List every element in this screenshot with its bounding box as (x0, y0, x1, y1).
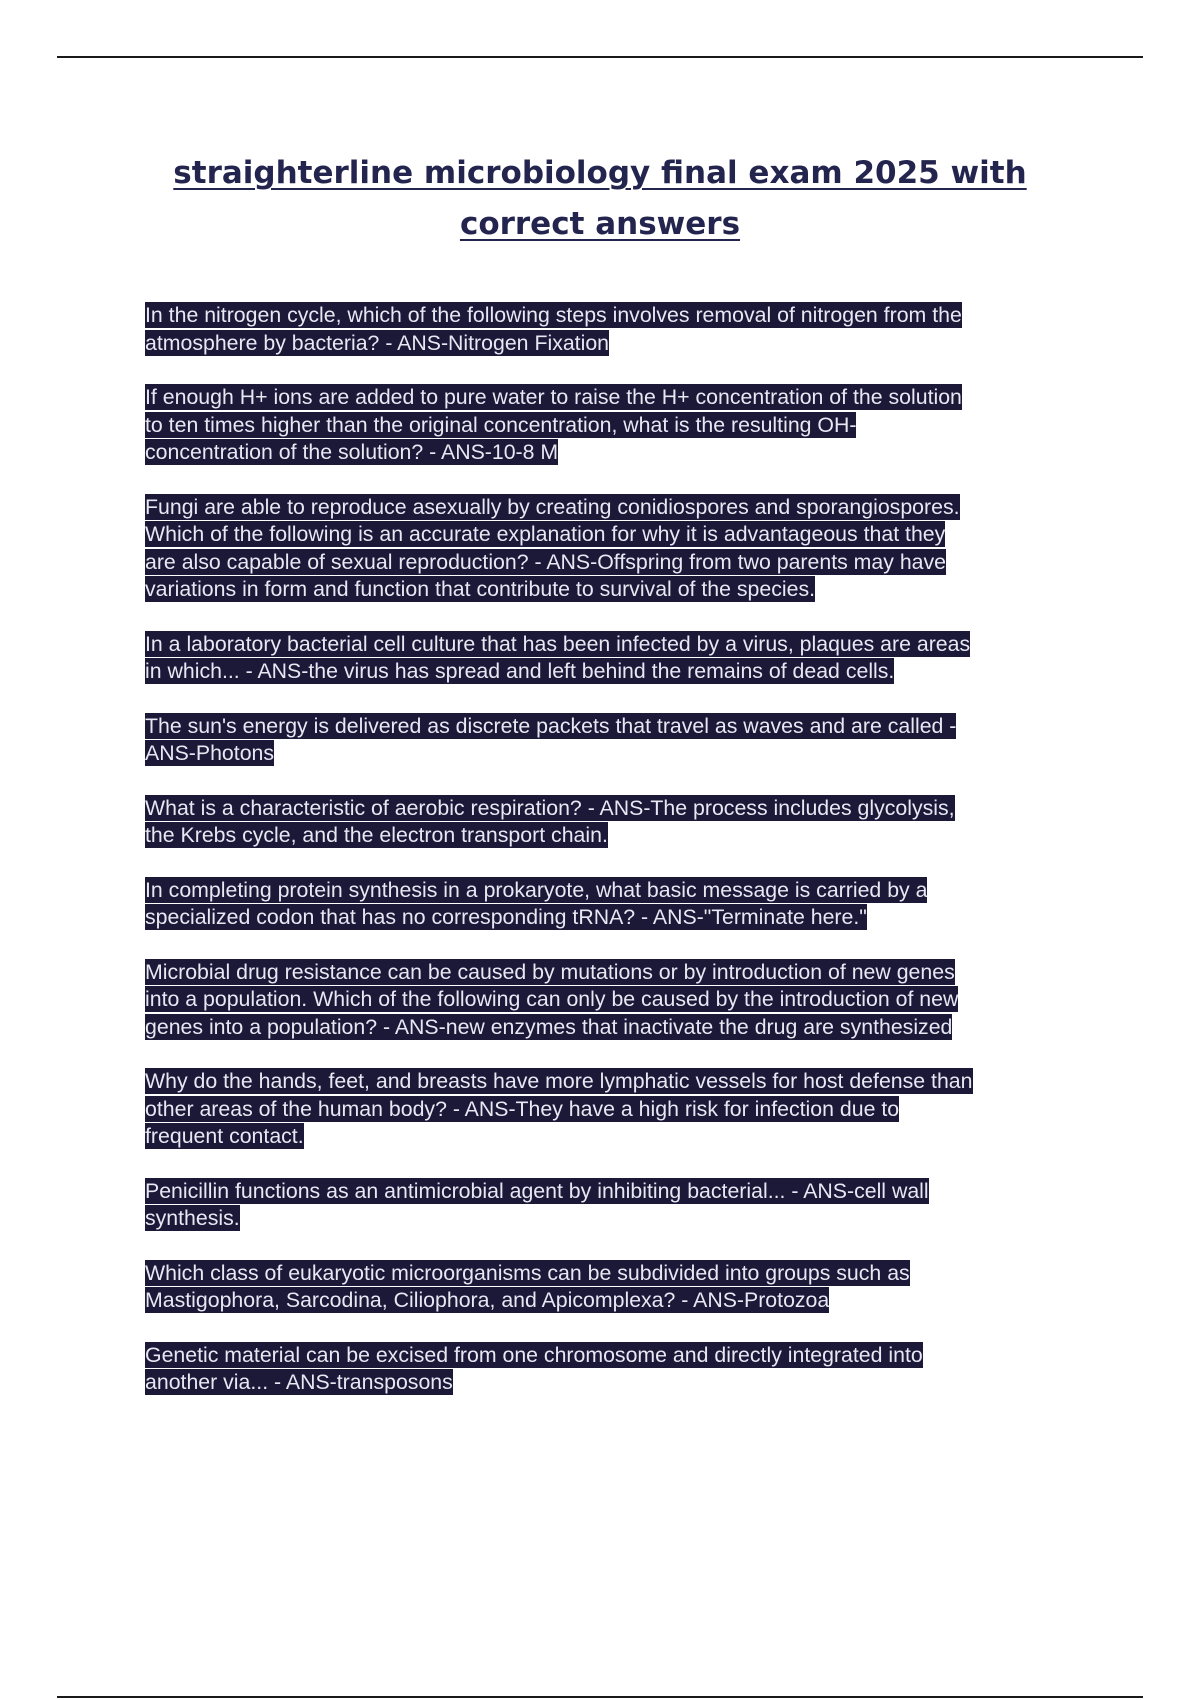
qa-line: in which... - ANS-the virus has spread and left behind the remains of dead cells. (145, 659, 895, 683)
qa-item (145, 631, 1090, 686)
qa-line: into a population. Which of the following can only be caused by the introduction of new (145, 987, 959, 1011)
qa-list (145, 302, 1090, 1424)
qa-line: synthesis. (145, 1206, 240, 1230)
qa-line: are also capable of sexual reproduction? - ANS-Offspring from two parents may have (145, 549, 947, 574)
qa-line: atmosphere by bacteria? - ANS-Nitrogen Fixation (145, 330, 610, 355)
header-rule (57, 56, 1143, 58)
qa-item (145, 959, 1090, 1042)
qa-item (145, 713, 1090, 768)
qa-line: Why do the hands, feet, and breasts have more lymphatic vessels for host defense than (145, 1069, 973, 1093)
qa-line: Penicillin functions as an antimicrobial agent by inhibiting bacterial... - ANS-cell wall (145, 1178, 929, 1203)
qa-line: If enough H+ ions are added to pure water to raise the H+ concentration of the solution (145, 385, 962, 409)
title-line-1: straighterline microbiology final exam 2025 with (173, 155, 1027, 191)
qa-item (145, 1068, 1090, 1151)
qa-item (145, 1260, 1090, 1315)
qa-item (145, 877, 1090, 932)
qa-line: other areas of the human body? - ANS-They have a high risk for infection due to (145, 1096, 900, 1121)
qa-line: to ten times higher than the original concentration, what is the resulting OH- (145, 412, 857, 437)
qa-line: Which of the following is an accurate explanation for why it is advantageous that they (145, 522, 946, 546)
qa-line: The sun's energy is delivered as discrete packets that travel as waves and are called - (145, 713, 957, 738)
qa-item (145, 795, 1090, 850)
qa-line: concentration of the solution? - ANS-10-8 M (145, 440, 559, 464)
qa-line: Fungi are able to reproduce asexually by creating conidiospores and sporangiospores. (145, 494, 960, 519)
qa-line: ANS-Photons (145, 741, 275, 765)
qa-item (145, 1178, 1090, 1233)
qa-line: What is a characteristic of aerobic respiration? - ANS-The process includes glycolysis, (145, 795, 955, 820)
qa-item (145, 384, 1090, 467)
qa-line: Which class of eukaryotic microorganisms can be subdivided into groups such as (145, 1260, 910, 1285)
title-line-2: correct answers (459, 206, 741, 242)
qa-line: variations in form and function that contribute to survival of the species. (145, 577, 816, 601)
qa-line: Mastigophora, Sarcodina, Ciliophora, and Apicomplexa? - ANS-Protozoa (145, 1288, 830, 1312)
qa-item (145, 1342, 1090, 1397)
qa-item (145, 494, 1090, 604)
qa-line: In the nitrogen cycle, which of the following steps involves removal of nitrogen from the (145, 303, 962, 327)
qa-line: In a laboratory bacterial cell culture that has been infected by a virus, plaques are areas (145, 631, 971, 656)
qa-line: frequent contact. (145, 1124, 304, 1148)
qa-item (145, 302, 1090, 357)
qa-line: the Krebs cycle, and the electron transport chain. (145, 823, 608, 847)
qa-line: In completing protein synthesis in a prokaryote, what basic message is carried by a (145, 877, 928, 902)
document-title (100, 148, 1100, 250)
qa-line: Microbial drug resistance can be caused by mutations or by introduction of new genes (145, 959, 955, 984)
qa-line: genes into a population? - ANS-new enzymes that inactivate the drug are synthesized (145, 1014, 953, 1039)
qa-line: Genetic material can be excised from one chromosome and directly integrated into (145, 1342, 923, 1367)
footer-rule (57, 1696, 1143, 1698)
qa-line: specialized codon that has no corresponding tRNA? - ANS-"Terminate here." (145, 905, 867, 929)
qa-line: another via... - ANS-transposons (145, 1370, 453, 1394)
